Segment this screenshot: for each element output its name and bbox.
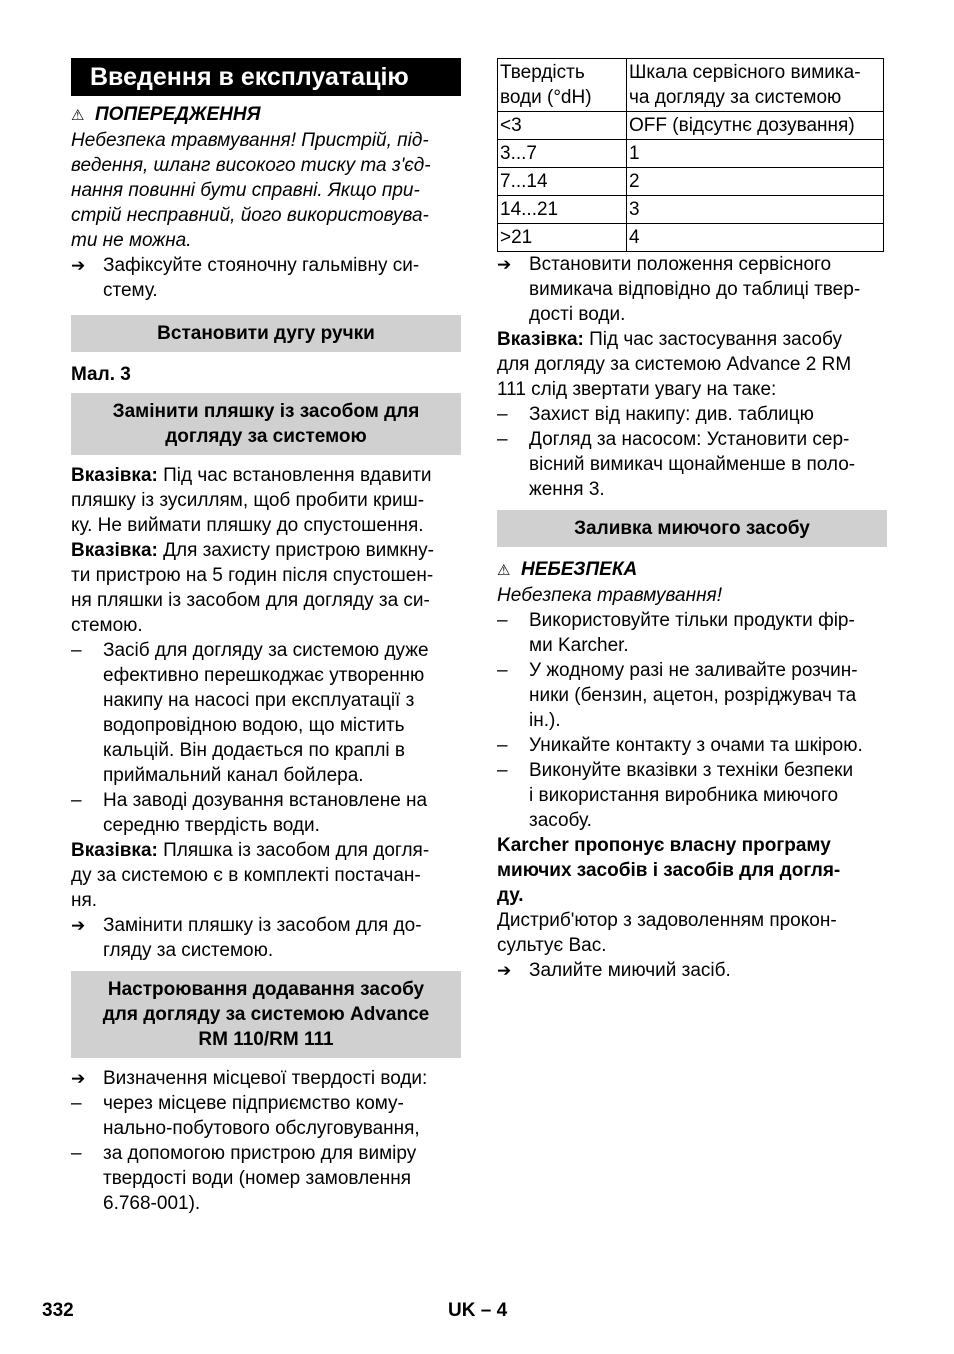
step-item: ➔ Встановити положення сервісного вимикача відповідно до таблиці твер- дості води. xyxy=(497,254,861,325)
warning-icon: ⚠ xyxy=(71,107,85,124)
warning-heading: ⚠ ПОПЕРЕДЖЕННЯ xyxy=(71,102,461,128)
step-item: ➔ Залийте миючий засіб. xyxy=(497,960,731,981)
table-row: 3...7 1 xyxy=(498,140,884,168)
hardness-table xyxy=(497,58,884,252)
list-item: – за допомогою пристрою для виміру твердості води (номер замовлення 6.768-001). xyxy=(71,1143,417,1214)
paragraph: Дистриб'ютор з задоволенням прокон- сультує Вас. xyxy=(497,910,837,956)
list-item: – Захист від накипу: див. таблицю xyxy=(497,404,814,425)
bold-paragraph: Karcher пропонує власну програму миючих засобів і засобів для догля- ду. xyxy=(497,835,841,906)
list-item: – Уникайте контакту з очами та шкірою. xyxy=(497,735,863,756)
step-item: ➔ Визначення місцевої твердості води: xyxy=(71,1068,428,1089)
note-paragraph: Вказівка: Під час встановлення вдавити пляшку із зусиллям, щоб пробити криш- ку. Не виймати пляшку до спустошення. xyxy=(71,465,432,536)
arrow-icon: ➔ xyxy=(71,916,86,935)
warning-text: Небезпека травмування! Пристрій, під- ведення, шланг високого тиску та з'єд- нання повинні бути справні. Якщо при- стрій несправний, його використовува- ти не можна. xyxy=(71,130,431,251)
list-item: – Виконуйте вказівки з техніки безпеки і використання виробника миючого засобу. xyxy=(497,760,854,831)
arrow-icon: ➔ xyxy=(497,255,512,274)
page-label: UK – 4 xyxy=(448,1300,508,1321)
table-header-cell: Шкала сервісного вимика- ча догляду за системою xyxy=(627,59,884,112)
page-title: Введення в експлуатацію xyxy=(71,58,461,96)
section-heading: Настроювання додавання засобу для догляду за системою Advance RM 110/RM 111 xyxy=(71,971,461,1058)
note-paragraph: Вказівка: Для захисту пристрою вимкну- ти пристрою на 5 годин після спустошен- ня пляшки із засобом для догляду за си- стемою. xyxy=(71,540,434,636)
list-item: – У жодному разі не заливайте розчин- ники (бензин, ацетон, розріджувач та ін.). xyxy=(497,660,858,731)
section-heading: Встановити дугу ручки xyxy=(71,315,461,352)
table-header-row xyxy=(498,59,884,112)
right-column xyxy=(497,58,887,983)
step-item: ➔ Замінити пляшку із засобом для до- гляду за системою. xyxy=(71,915,422,961)
section-heading: Замінити пляшку із засобом для догляду за системою xyxy=(71,393,461,455)
left-column xyxy=(71,58,461,1216)
step-item: ➔ Зафіксуйте стояночну гальмівну си- стему. xyxy=(71,255,420,301)
danger-text: Небезпека травмування! xyxy=(497,585,722,606)
arrow-icon: ➔ xyxy=(497,961,512,980)
danger-heading: ⚠ НЕБЕЗПЕКА xyxy=(497,557,887,583)
warning-icon: ⚠ xyxy=(497,562,511,579)
note-paragraph: Вказівка: Під час застосування засобу для догляду за системою Advance 2 RM 111 слід звертати увагу на таке: xyxy=(497,329,852,400)
table-row: >21 4 xyxy=(498,224,884,252)
page-number: 332 xyxy=(42,1300,74,1321)
table-row: 7...14 2 xyxy=(498,168,884,196)
arrow-icon: ➔ xyxy=(71,256,86,275)
list-item: – Використовуйте тільки продукти фір- ми Karcher. xyxy=(497,610,855,656)
list-item: – через місцеве підприємство кому- нально-побутового обслуговування, xyxy=(71,1093,420,1139)
figure-ref: Мал. 3 xyxy=(71,364,131,385)
table-row: <3 OFF (відсутнє дозування) xyxy=(498,112,884,140)
list-item: – На заводі дозування встановлене на середню твердість води. xyxy=(71,790,428,836)
table-row: 14...21 3 xyxy=(498,196,884,224)
section-heading: Заливка миючого засобу xyxy=(497,510,887,547)
note-paragraph: Вказівка: Пляшка із засобом для догля- ду за системою є в комплекті постачан- ня. xyxy=(71,840,430,911)
list-item: – Догляд за насосом: Установити сер- вісний вимикач щонайменше в поло- ження 3. xyxy=(497,429,856,500)
table-header-cell: Твердість води (°dH) xyxy=(498,59,627,112)
arrow-icon: ➔ xyxy=(71,1069,86,1088)
list-item: – Засіб для догляду за системою дуже ефективно перешкоджає утворенню накипу на насосі при експлуатації з водопровідною водою, що містить кальцій. Він додається по краплі в приймальний канал бойлера. xyxy=(71,640,429,786)
